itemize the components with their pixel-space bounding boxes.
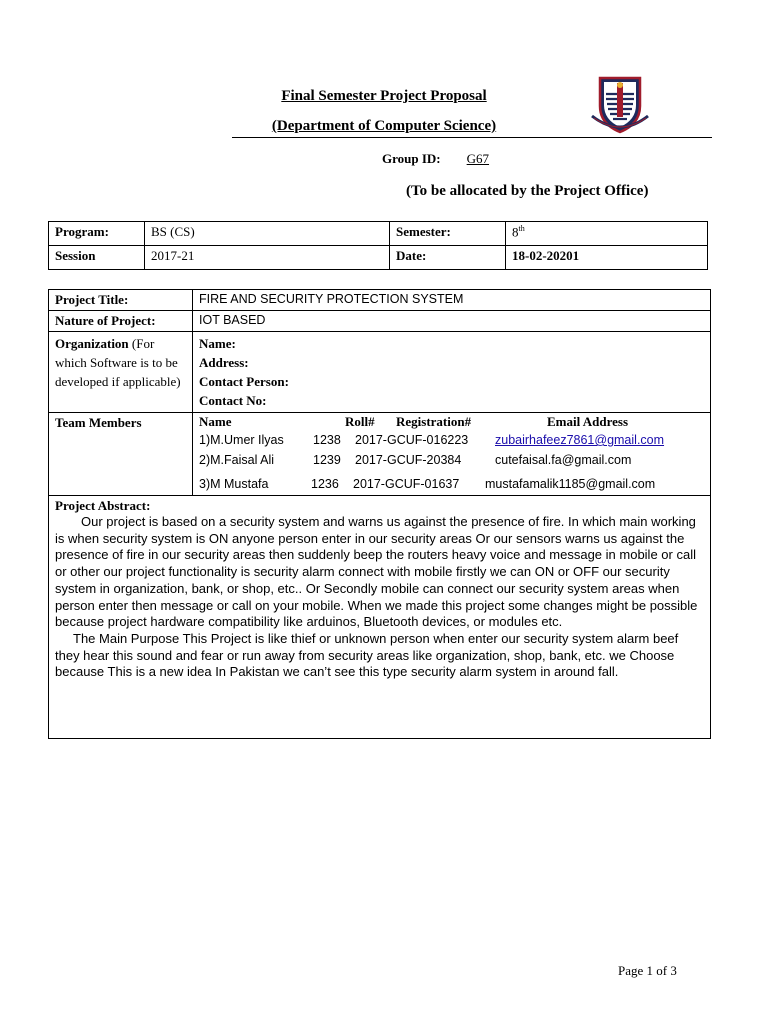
semester-label: Semester: bbox=[390, 222, 506, 246]
team-header-email: Email Address bbox=[547, 414, 629, 429]
group-id-value: G67 bbox=[466, 151, 490, 166]
semester-suffix: th bbox=[518, 224, 525, 233]
team-members-label: Team Members bbox=[49, 413, 193, 496]
session-value: 2017-21 bbox=[145, 246, 390, 270]
team-header-registration: Registration# bbox=[396, 414, 472, 429]
department-title: (Department of Computer Science) bbox=[271, 118, 497, 134]
project-details-table bbox=[48, 289, 711, 739]
member-1-registration: 2017-GCUF-016223 bbox=[355, 433, 469, 447]
org-address-label: Address: bbox=[199, 355, 249, 370]
member-2-roll: 1239 bbox=[313, 453, 341, 467]
project-abstract-cell bbox=[49, 496, 711, 739]
nature-label: Nature of Project: bbox=[49, 311, 193, 332]
date-value: 18-02-20201 bbox=[506, 246, 708, 270]
member-3-name: 3)M Mustafa bbox=[199, 477, 269, 491]
member-2-email: cutefaisal.fa@gmail.com bbox=[495, 453, 632, 467]
team-members-grid bbox=[199, 413, 704, 495]
allocation-note: (To be allocated by the Project Office) bbox=[406, 183, 649, 199]
organization-note: (For which Software is to be developed if applicable) bbox=[55, 336, 181, 389]
program-info-table bbox=[48, 221, 708, 270]
project-title-value: FIRE AND SECURITY PROTECTION SYSTEM bbox=[193, 290, 711, 311]
nature-value: IOT BASED bbox=[193, 311, 711, 332]
member-2-registration: 2017-GCUF-20384 bbox=[355, 453, 462, 467]
member-1-roll: 1238 bbox=[313, 433, 341, 447]
team-header-roll: Roll# bbox=[345, 414, 375, 429]
member-1-name: 1)M.Umer Ilyas bbox=[199, 433, 284, 447]
organization-label-cell bbox=[49, 332, 193, 413]
abstract-label: Project Abstract: bbox=[55, 498, 151, 513]
member-3-roll: 1236 bbox=[311, 477, 339, 491]
org-contact-no-label: Contact No: bbox=[199, 393, 267, 408]
team-header-name: Name bbox=[199, 414, 232, 429]
semester-value bbox=[506, 222, 708, 246]
page-number: Page 1 of 3 bbox=[618, 963, 677, 978]
abstract-paragraph-2: The Main Purpose This Project is like thief or unknown person when enter our security system alarm beef they hear this sound and fear or run away from security areas like organization, shop, bank, etc. we Choose because This is a new idea In Pakistan we can’t see this type security alarm system in around fall. bbox=[55, 630, 679, 680]
session-label: Session bbox=[49, 246, 145, 270]
member-3-email: mustafamalik1185@gmail.com bbox=[485, 477, 656, 491]
program-value: BS (CS) bbox=[145, 222, 390, 246]
organization-label: Organization bbox=[55, 336, 129, 351]
document-title: Final Semester Project Proposal bbox=[281, 88, 487, 104]
program-label: Program: bbox=[49, 222, 145, 246]
university-crest-icon bbox=[590, 72, 650, 138]
group-id-label: Group ID: bbox=[382, 151, 441, 166]
organization-fields bbox=[193, 332, 711, 413]
date-label: Date: bbox=[390, 246, 506, 270]
abstract-paragraph-1: Our project is based on a security system and warns us against the presence of fire. In which main working is when security system is ON anyone person enter in our security areas Or our sensors warns us against the presence of fire in our security areas then suddenly beep the routers heavy voice and message in mobile or call or other our project functionality is security alarm connect with mobile firstly we can ON or OFF our security system in organization, bank, or shop, etc.. Or Secondly mobile can connect our security system areas when person enter then message or call on your mobile. When we made this project some changes might be possible because project hardware compatibility like arduinos, Bluetooth devices, or modules etc. bbox=[55, 514, 698, 630]
group-id-line bbox=[382, 151, 489, 167]
org-contact-person-label: Contact Person: bbox=[199, 374, 289, 389]
project-title-label: Project Title: bbox=[49, 290, 193, 311]
org-name-label: Name: bbox=[199, 336, 236, 351]
member-2-name: 2)M.Faisal Ali bbox=[199, 453, 275, 467]
member-3-registration: 2017-GCUF-01637 bbox=[353, 477, 460, 491]
member-1-email-link[interactable]: zubairhafeez7861@gmail.com bbox=[495, 433, 665, 447]
semester-number: 8 bbox=[512, 224, 519, 240]
team-members-cell bbox=[193, 413, 711, 496]
